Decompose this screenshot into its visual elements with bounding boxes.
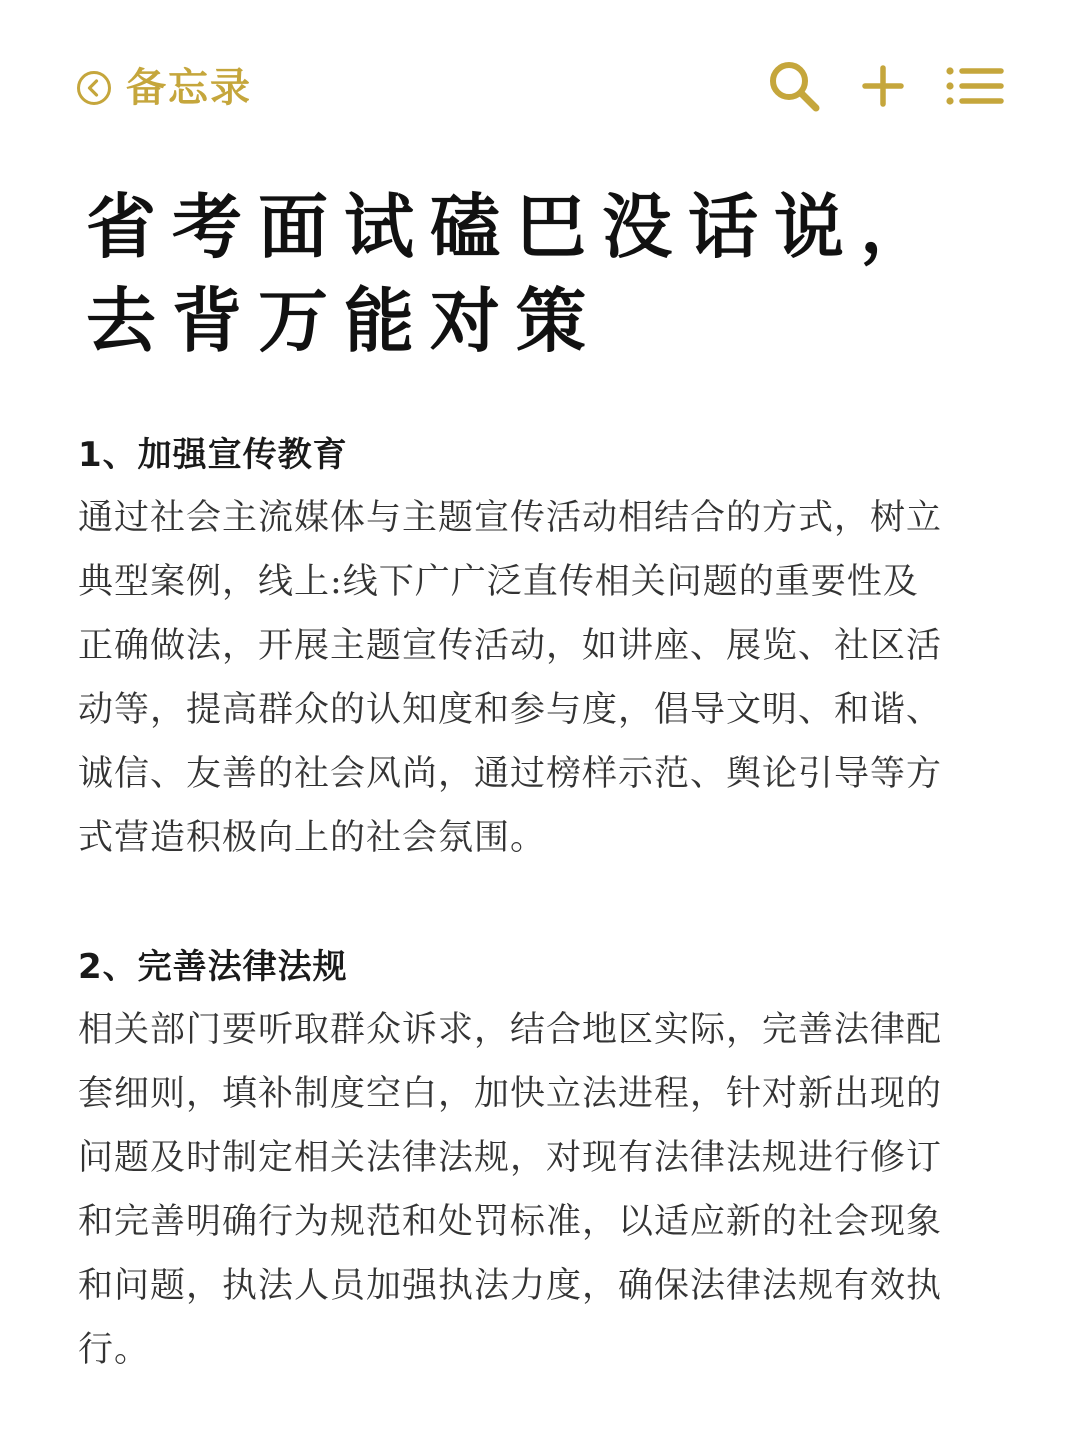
top-navigation-bar (0, 0, 1080, 175)
body-line: 问题及时制定相关法律法规，对现有法律法规进行修订 (78, 1138, 943, 1178)
list-icon[interactable] (944, 58, 1006, 114)
search-icon[interactable] (766, 58, 822, 114)
body-line: 典型案例，线上:线下广广泛直传相关问题的重要性及 (78, 562, 919, 602)
section-heading: 1、加强宣传教育 (78, 435, 348, 475)
section-heading: 2、完善法律法规 (78, 947, 348, 987)
section-body (78, 486, 1003, 870)
title-line: 去背万能对策 (86, 279, 602, 362)
body-line: 和完善明确行为规范和处罚标准，以适应新的社会现象 (78, 1202, 943, 1242)
body-line: 式营造积极向上的社会氛围。 (78, 818, 547, 858)
body-line: 套细则，填补制度空白，加快立法进程，针对新出现的 (78, 1074, 943, 1114)
back-label[interactable]: 备忘录 (126, 65, 252, 111)
body-line: 诚信、友善的社会风尚，通过榜样示范、舆论引导等方 (78, 754, 943, 794)
body-line: 行。 (78, 1330, 151, 1370)
plus-icon[interactable] (858, 58, 908, 114)
body-line: 和问题，执法人员加强执法力度，确保法律法规有效执 (78, 1266, 943, 1306)
note-title (86, 180, 1046, 368)
body-line: 正确做法，开展主题宣传活动，如讲座、展览、社区活 (78, 626, 943, 666)
title-line: 省考面试磕巴没话说， (86, 185, 946, 268)
chevron-left-circle-icon (76, 70, 112, 106)
section-body (78, 998, 1003, 1382)
note-section (78, 424, 1003, 870)
body-line: 相关部门要听取群众诉求，结合地区实际，完善法律配 (78, 1010, 943, 1050)
note-section (78, 936, 1003, 1382)
body-line: 通过社会主流媒体与主题宣传活动相结合的方式，树立 (78, 498, 943, 538)
body-line: 动等，提高群众的认知度和参与度，倡导文明、和谐、 (78, 690, 943, 730)
back-button[interactable] (76, 62, 252, 114)
